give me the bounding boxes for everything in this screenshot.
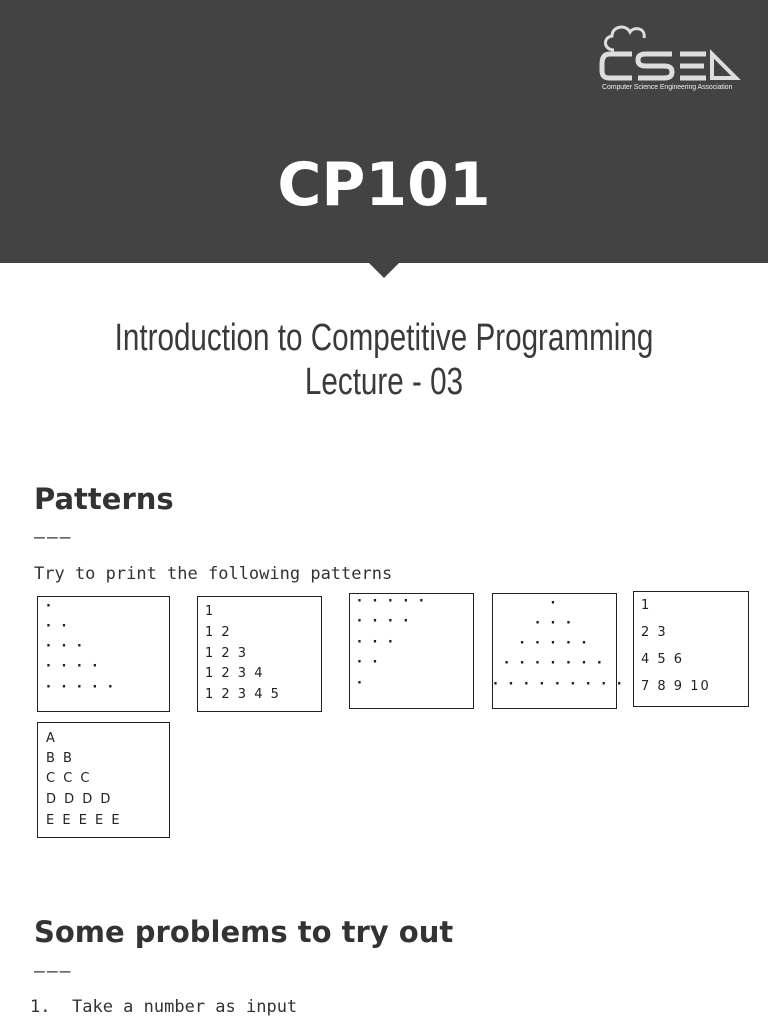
pattern-line: 1 bbox=[641, 598, 652, 613]
pattern-line: · · · · bbox=[46, 659, 101, 674]
pattern-line: · · · · · · · bbox=[504, 656, 605, 671]
patterns-intro: Try to print the following patterns bbox=[34, 564, 393, 584]
patterns-divider: ——— bbox=[34, 527, 73, 548]
pattern-line: · bbox=[46, 599, 54, 614]
course-code-title: CP101 bbox=[277, 150, 491, 220]
subtitle-line-2: Lecture - 03 bbox=[304, 361, 464, 403]
pattern-line: · · · · · bbox=[357, 594, 427, 609]
pattern-line: · bbox=[550, 596, 559, 611]
pattern-line: B B bbox=[46, 751, 74, 766]
pattern-line: D D D D bbox=[46, 792, 113, 807]
pattern-line: 4 5 6 bbox=[641, 652, 685, 667]
pattern-line: · · · · · · · · · bbox=[493, 677, 625, 692]
pattern-line: 1 2 3 4 5 bbox=[205, 687, 281, 702]
pattern-line: · · · · bbox=[357, 614, 412, 629]
pattern-line: · · bbox=[46, 619, 70, 634]
logo-caption: Computer Science Engineering Association bbox=[602, 84, 733, 91]
problem-text: Take a number as input bbox=[72, 997, 298, 1017]
pattern-line: A bbox=[46, 731, 57, 746]
subtitle-line-1: Introduction to Competitive Programming bbox=[114, 317, 654, 359]
lecture-subtitle bbox=[84, 316, 683, 404]
pattern-box-2 bbox=[197, 596, 322, 712]
pattern-box-1 bbox=[37, 596, 170, 712]
csea-logo bbox=[596, 20, 746, 100]
pattern-line: · · · · · bbox=[46, 680, 116, 695]
pattern-line: E E E E E bbox=[46, 813, 122, 828]
pattern-box-6 bbox=[37, 722, 170, 838]
pattern-line: 1 2 3 bbox=[205, 646, 249, 661]
pattern-box-5 bbox=[633, 591, 749, 707]
pattern-line: 1 bbox=[205, 604, 216, 619]
pattern-line: 7 8 9 10 bbox=[641, 679, 711, 694]
pattern-line: · · · · · bbox=[519, 636, 590, 651]
pattern-line: · · bbox=[357, 655, 381, 670]
pattern-line: 1 2 3 4 bbox=[205, 666, 265, 681]
banner-notch bbox=[368, 262, 400, 278]
pattern-box-4 bbox=[492, 593, 625, 709]
problem-number: 1. bbox=[30, 997, 51, 1017]
header-banner bbox=[0, 0, 768, 263]
pattern-line: C C C bbox=[46, 771, 92, 786]
pattern-line: 2 3 bbox=[641, 625, 668, 640]
problems-heading: Some problems to try out bbox=[34, 915, 454, 949]
pattern-line: 1 2 bbox=[205, 625, 232, 640]
pattern-box-3 bbox=[349, 593, 474, 709]
problems-divider: ——— bbox=[34, 961, 73, 982]
pattern-line: · · · bbox=[357, 635, 396, 650]
pattern-line: · · · bbox=[535, 616, 574, 631]
pattern-line: · bbox=[357, 676, 365, 691]
pattern-line: · · · bbox=[46, 639, 85, 654]
patterns-heading: Patterns bbox=[34, 482, 174, 516]
